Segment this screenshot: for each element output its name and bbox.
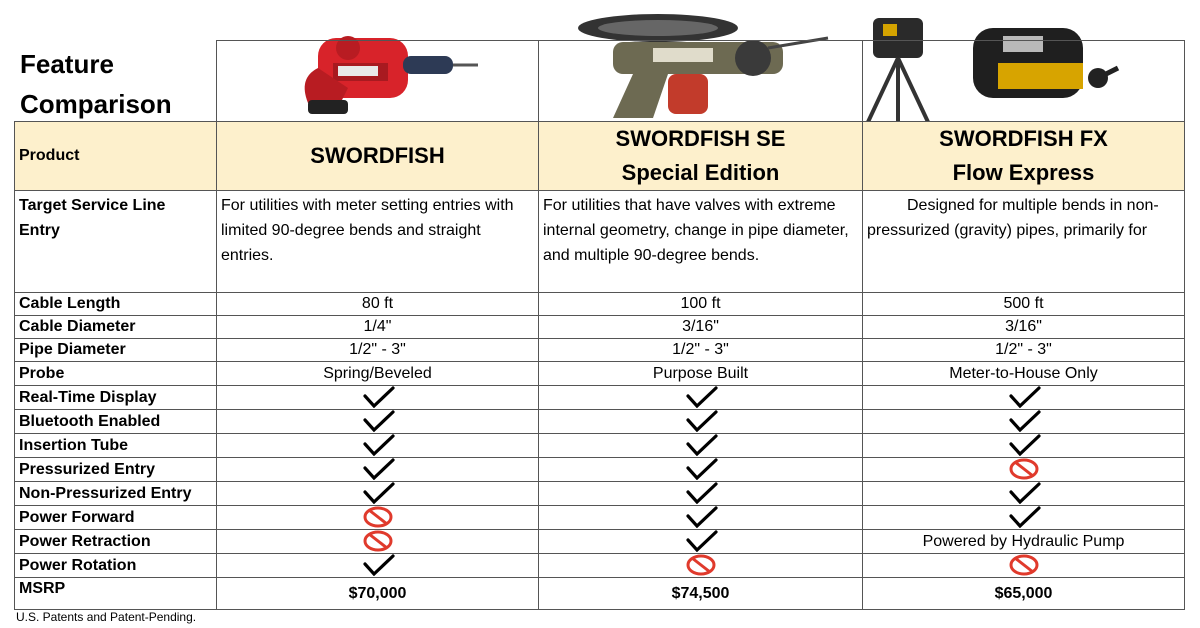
target-service-swordfish: For utilities with meter setting entries with limited 90-degree bends and straight entries. <box>217 191 539 293</box>
retraction-swordfish-se <box>539 530 863 554</box>
pressurized-swordfish <box>217 458 539 482</box>
pipe-diameter-swordfish-fx: 1/2" - 3" <box>863 339 1185 362</box>
retraction-label: Power Retraction <box>15 530 217 554</box>
cable-diameter-swordfish-fx: 3/16" <box>863 316 1185 339</box>
check-icon <box>684 386 718 408</box>
cable-length-swordfish: 80 ft <box>217 293 539 316</box>
pressurized-row <box>15 458 1185 482</box>
pressurized-swordfish-fx <box>863 458 1185 482</box>
target-service-swordfish-se: For utilities that have valves with extreme internal geometry, change in pipe diameter, and multiple 90-degree bends. <box>539 191 863 293</box>
rotation-swordfish <box>217 554 539 578</box>
cable-diameter-swordfish-se: 3/16" <box>539 316 863 339</box>
realtime-label: Real-Time Display <box>15 386 217 410</box>
probe-label: Probe <box>15 362 217 386</box>
cable-length-row <box>15 293 1185 316</box>
bluetooth-swordfish-fx <box>863 410 1185 434</box>
rotation-row <box>15 554 1185 578</box>
retraction-row <box>15 530 1185 554</box>
msrp-swordfish: $70,000 <box>217 578 539 610</box>
pipe-diameter-row <box>15 339 1185 362</box>
cable-length-swordfish-se: 100 ft <box>539 293 863 316</box>
check-icon <box>361 554 395 576</box>
forward-swordfish-se <box>539 506 863 530</box>
feature-rows <box>15 293 1185 578</box>
msrp-swordfish-se: $74,500 <box>539 578 863 610</box>
check-icon <box>684 482 718 504</box>
pipe-diameter-swordfish: 1/2" - 3" <box>217 339 539 362</box>
pipe-diameter-swordfish-se: 1/2" - 3" <box>539 339 863 362</box>
rotation-swordfish-se <box>539 554 863 578</box>
insertion-swordfish <box>217 434 539 458</box>
check-icon <box>1007 506 1041 528</box>
cable-length-label: Cable Length <box>15 293 217 316</box>
cable-diameter-row <box>15 316 1185 339</box>
bluetooth-row <box>15 410 1185 434</box>
probe-swordfish-se: Purpose Built <box>539 362 863 386</box>
probe-swordfish-fx: Meter-to-House Only <box>863 362 1185 386</box>
cable-length-swordfish-fx: 500 ft <box>863 293 1185 316</box>
check-icon <box>361 410 395 432</box>
product-header-row <box>15 122 1185 191</box>
insertion-swordfish-fx <box>863 434 1185 458</box>
title-line-1: Feature <box>20 49 114 79</box>
check-icon <box>361 482 395 504</box>
retraction-swordfish-fx: Powered by Hydraulic Pump <box>863 530 1185 554</box>
patent-footnote: U.S. Patents and Patent-Pending. <box>16 610 197 624</box>
prohibited-icon <box>684 554 718 576</box>
check-icon <box>684 458 718 480</box>
check-icon <box>361 458 395 480</box>
insertion-swordfish-se <box>539 434 863 458</box>
product-name-swordfish: SWORDFISH <box>217 122 539 191</box>
check-icon <box>1007 410 1041 432</box>
cable-diameter-swordfish: 1/4" <box>217 316 539 339</box>
pressurized-swordfish-se <box>539 458 863 482</box>
nonpressurized-swordfish-se <box>539 482 863 506</box>
realtime-row <box>15 386 1185 410</box>
probe-row <box>15 362 1185 386</box>
title-line-2: Comparison <box>20 89 172 119</box>
forward-swordfish <box>217 506 539 530</box>
check-icon <box>1007 386 1041 408</box>
bluetooth-swordfish-se <box>539 410 863 434</box>
bluetooth-label: Bluetooth Enabled <box>15 410 217 434</box>
nonpressurized-swordfish <box>217 482 539 506</box>
msrp-label: MSRP <box>15 578 217 610</box>
realtime-swordfish-se <box>539 386 863 410</box>
check-icon <box>684 506 718 528</box>
check-icon <box>361 434 395 456</box>
prohibited-icon <box>1007 554 1041 576</box>
bluetooth-swordfish <box>217 410 539 434</box>
check-icon <box>1007 434 1041 456</box>
insertion-label: Insertion Tube <box>15 434 217 458</box>
msrp-row <box>15 578 1185 610</box>
check-icon <box>361 386 395 408</box>
realtime-swordfish <box>217 386 539 410</box>
retraction-swordfish <box>217 530 539 554</box>
comparison-table <box>14 40 1185 610</box>
check-icon <box>684 410 718 432</box>
target-service-row <box>15 191 1185 293</box>
check-icon <box>684 530 718 552</box>
nonpressurized-swordfish-fx <box>863 482 1185 506</box>
product-label: Product <box>15 122 217 191</box>
check-icon <box>1007 482 1041 504</box>
image-row <box>15 41 1185 122</box>
msrp-swordfish-fx: $65,000 <box>863 578 1185 610</box>
product-name-swordfish-se: SWORDFISH SE Special Edition <box>539 122 863 191</box>
prohibited-icon <box>361 506 395 528</box>
pipe-diameter-label: Pipe Diameter <box>15 339 217 362</box>
forward-swordfish-fx <box>863 506 1185 530</box>
nonpressurized-label: Non-Pressurized Entry <box>15 482 217 506</box>
forward-row <box>15 506 1185 530</box>
target-service-label: Target Service Line Entry <box>15 191 217 293</box>
rotation-label: Power Rotation <box>15 554 217 578</box>
insertion-row <box>15 434 1185 458</box>
realtime-swordfish-fx <box>863 386 1185 410</box>
product-name-swordfish-fx: SWORDFISH FX Flow Express <box>863 122 1185 191</box>
prohibited-icon <box>1007 458 1041 480</box>
pressurized-label: Pressurized Entry <box>15 458 217 482</box>
forward-label: Power Forward <box>15 506 217 530</box>
prohibited-icon <box>361 530 395 552</box>
nonpressurized-row <box>15 482 1185 506</box>
cable-diameter-label: Cable Diameter <box>15 316 217 339</box>
rotation-swordfish-fx <box>863 554 1185 578</box>
probe-swordfish: Spring/Beveled <box>217 362 539 386</box>
check-icon <box>684 434 718 456</box>
target-service-swordfish-fx: Designed for multiple bends in non-pressurized (gravity) pipes, primarily for <box>863 191 1185 293</box>
